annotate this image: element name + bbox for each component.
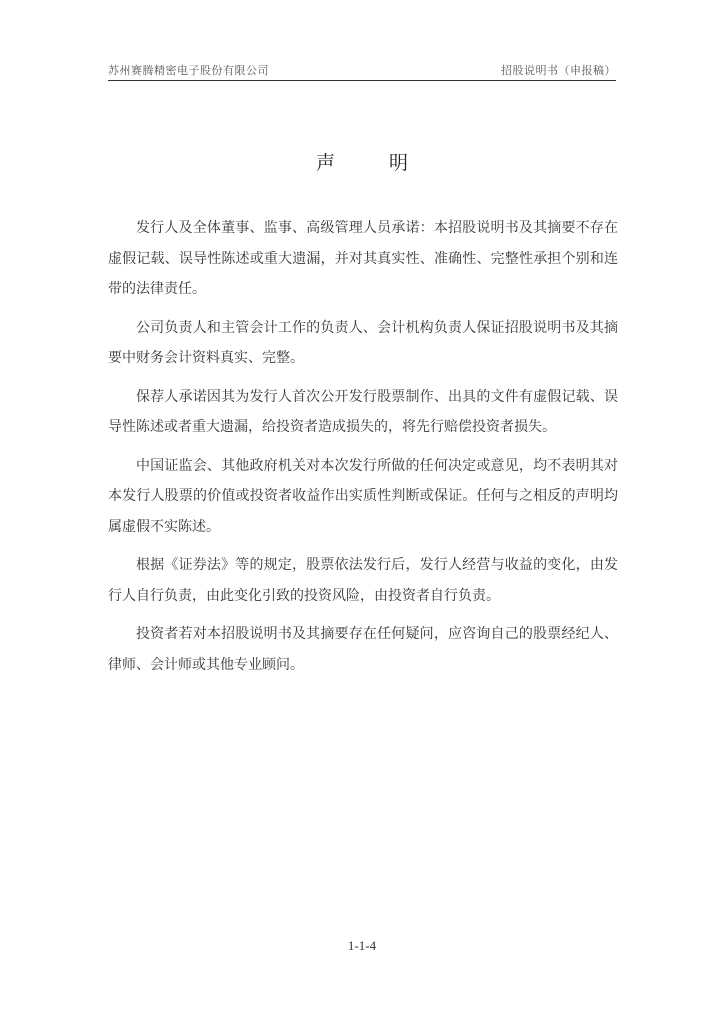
header-document-type: 招股说明书（申报稿）	[501, 64, 616, 77]
statement-paragraph: 中国证监会、其他政府机关对本次发行所做的任何决定或意见，均不表明其对本发行人股票的价值或投资者收益作出实质性判断或保证。任何与之相反的声明均属虚假不实陈述。	[108, 457, 618, 535]
statement-paragraph: 公司负责人和主管会计工作的负责人、会计机构负责人保证招股说明书及其摘要中财务会计资料真实、完整。	[108, 319, 618, 366]
page-header	[108, 62, 616, 78]
header-divider	[108, 80, 616, 81]
statement-body	[108, 213, 618, 688]
page-number: 1-1-4	[347, 938, 377, 953]
statement-paragraph: 保荐人承诺因其为发行人首次公开发行股票制作、出具的文件有虚假记载、误导性陈述或者重大遗漏，给投资者造成损失的，将先行赔偿投资者损失。	[108, 388, 618, 435]
page-title: 声 明	[315, 152, 433, 174]
statement-paragraph: 投资者若对本招股说明书及其摘要存在任何疑问，应咨询自己的股票经纪人、律师、会计师或其他专业顾问。	[108, 626, 618, 673]
header-company-name: 苏州赛腾精密电子股份有限公司	[108, 64, 269, 77]
statement-paragraph: 根据《证券法》等的规定，股票依法发行后，发行人经营与收益的变化，由发行人自行负责，由此变化引致的投资风险，由投资者自行负责。	[108, 557, 618, 604]
statement-paragraph: 发行人及全体董事、监事、高级管理人员承诺：本招股说明书及其摘要不存在虚假记载、误导性陈述或重大遗漏，并对其真实性、准确性、完整性承担个别和连带的法律责任。	[108, 220, 618, 297]
